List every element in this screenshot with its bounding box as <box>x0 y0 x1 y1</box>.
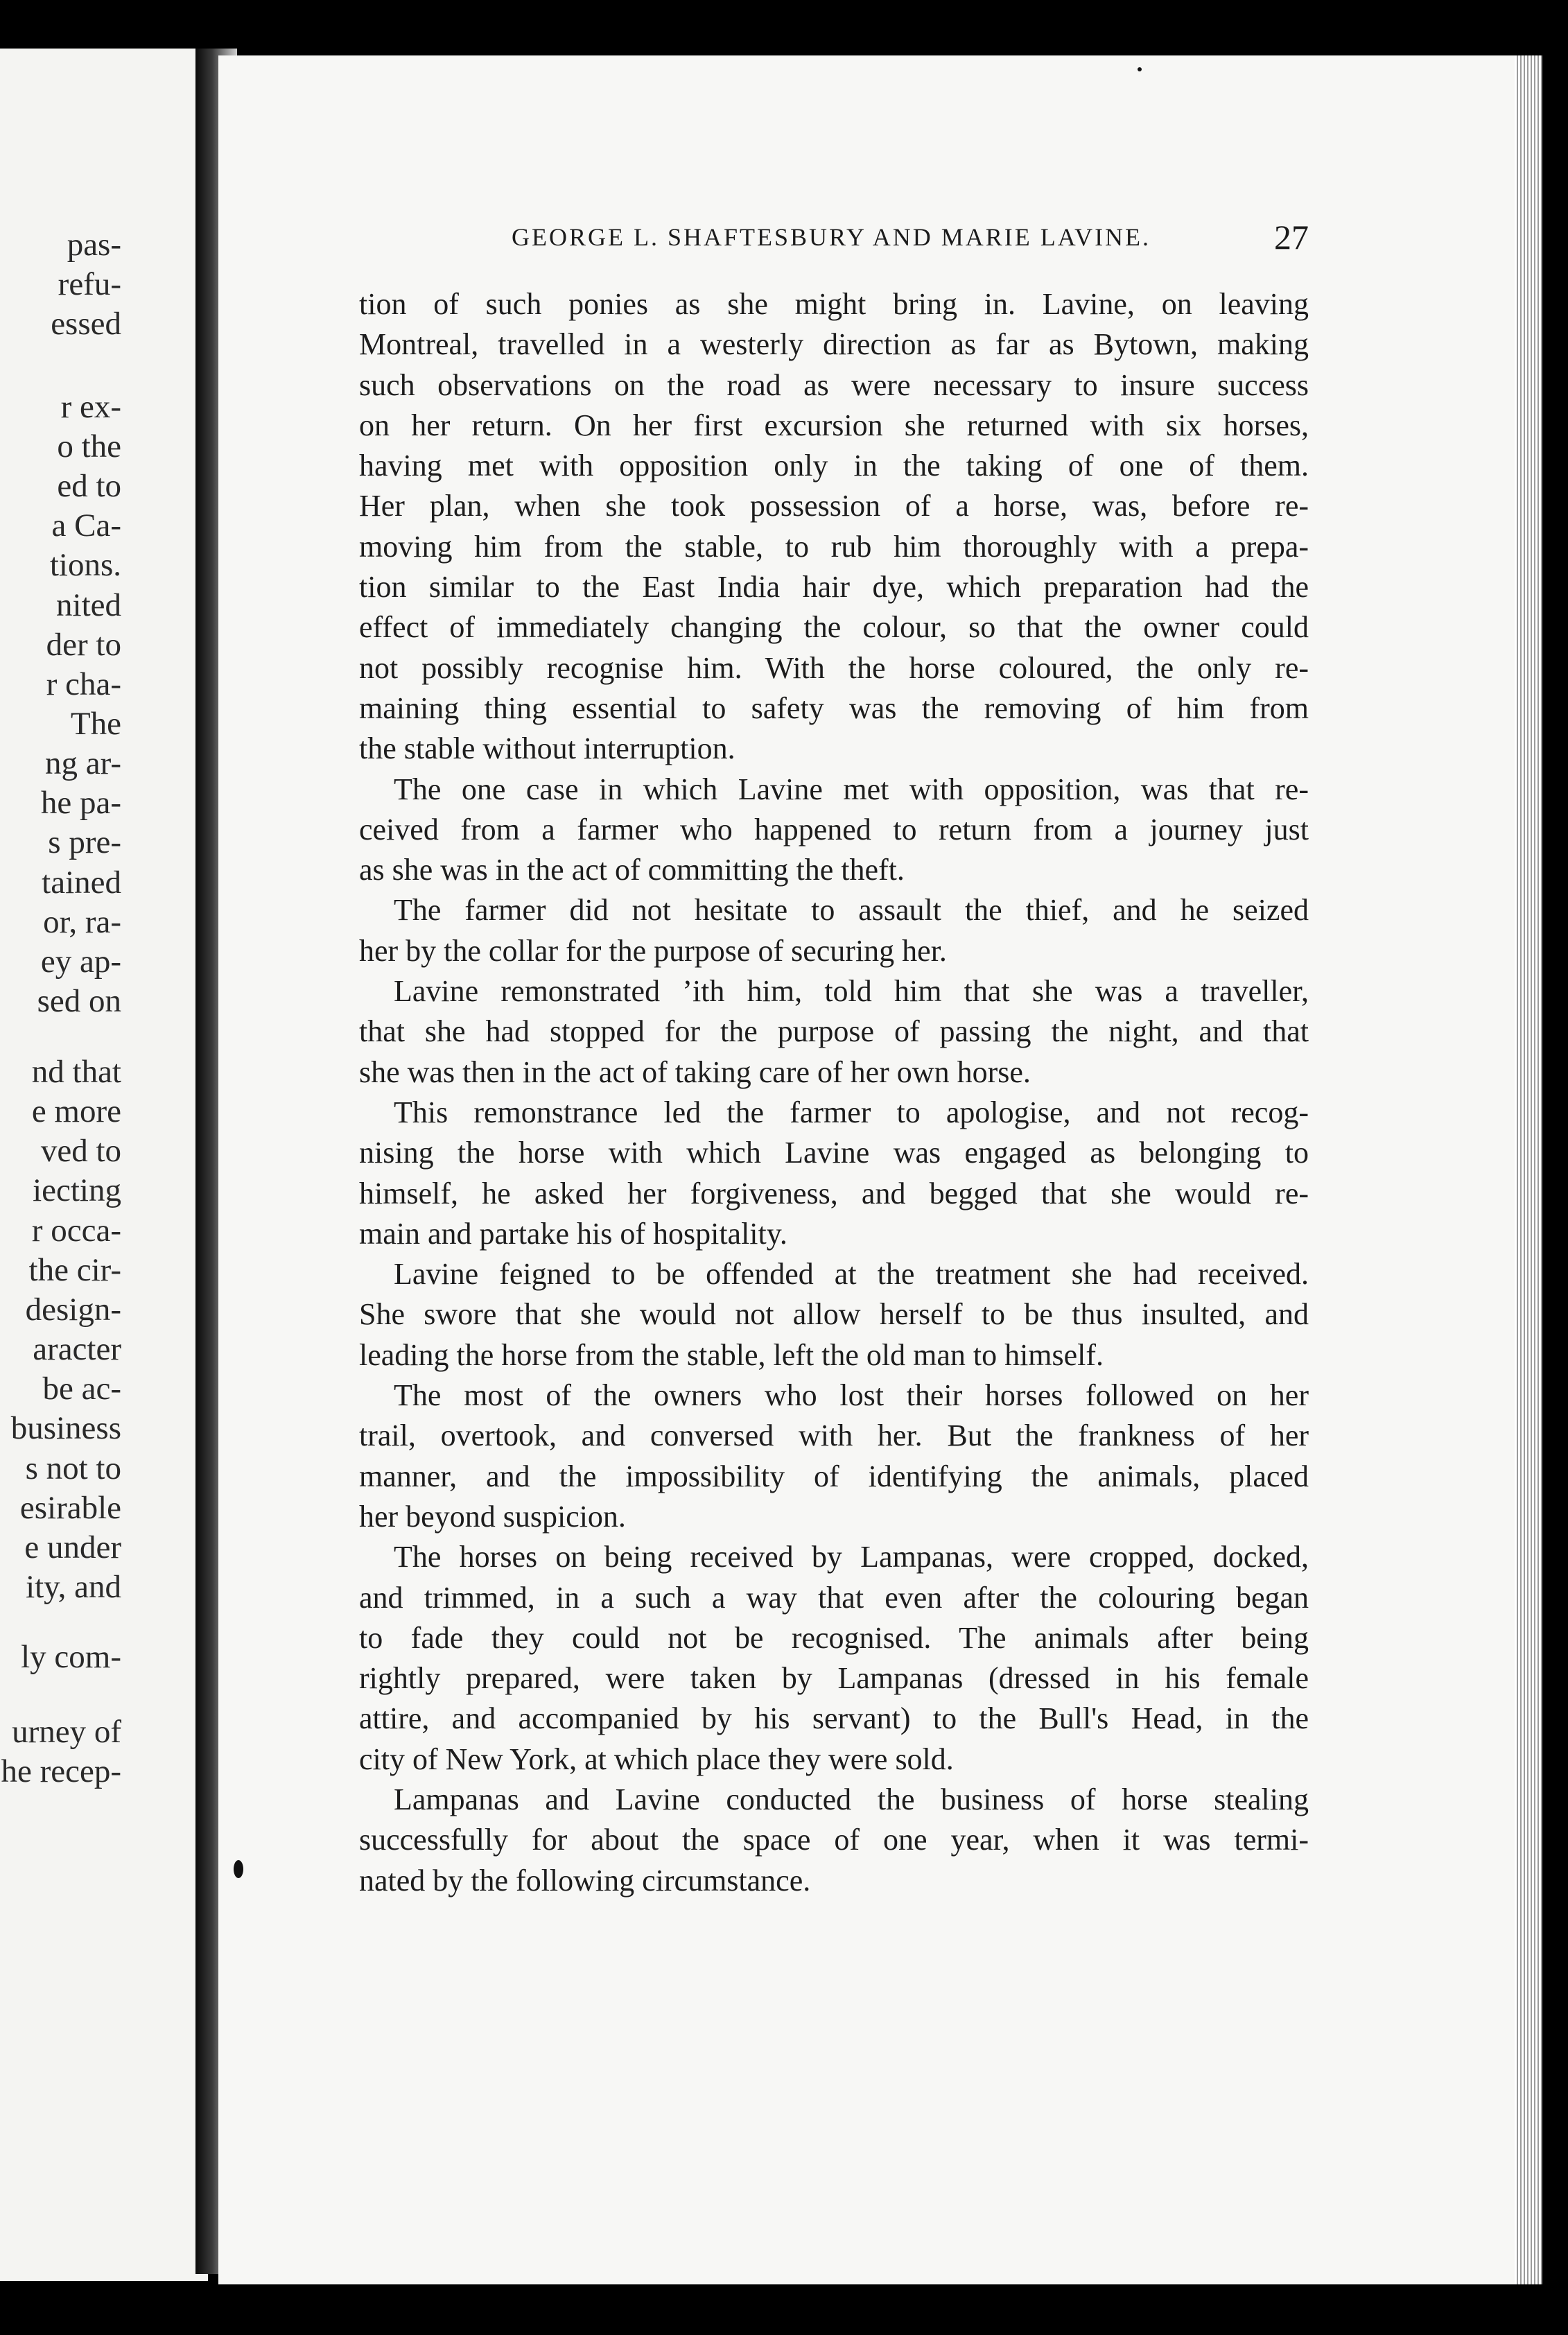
text-line: not possibly recognise him. With the horse coloured, the only re- <box>359 650 1309 685</box>
text-line: effect of immediately changing the colour, so that the owner could <box>359 610 1309 645</box>
left-page-fragment: sed on <box>37 983 121 1019</box>
paragraph <box>359 1537 1309 1780</box>
left-page-fragment: o the <box>57 428 121 465</box>
text-line: city of New York, at which place they were sold. <box>359 1742 954 1776</box>
left-page-fragment: ved to <box>40 1133 121 1169</box>
text-line: The most of the owners who lost their horses followed on her <box>394 1378 1309 1413</box>
left-page-fragment: a Ca- <box>51 507 121 544</box>
left-page-fragment: tained <box>42 865 121 901</box>
text-line: nising the horse with which Lavine was engaged as belonging to <box>359 1136 1309 1170</box>
text-line: tion of such ponies as she might bring in. Lavine, on leaving <box>359 287 1309 321</box>
left-page-fragment: ng ar- <box>45 745 121 781</box>
left-page-fragment: r cha- <box>46 666 121 702</box>
text-line: on her return. On her first excursion she returned with six horses, <box>359 408 1309 442</box>
paragraph <box>359 1780 1309 1901</box>
text-line: She swore that she would not allow herself to be thus insulted, and <box>359 1297 1309 1332</box>
text-line: main and partake his of hospitality. <box>359 1216 787 1251</box>
text-line: that she had stopped for the purpose of passing the night, and that <box>359 1014 1309 1049</box>
text-line: tion similar to the East India hair dye, which preparation had the <box>359 570 1309 605</box>
left-page-fragment: ed to <box>57 468 121 504</box>
text-line: maining thing essential to safety was the removing of him from <box>359 691 1309 725</box>
left-page-fragment: aracter <box>33 1331 121 1367</box>
text-line: trail, overtook, and conversed with her. But the frankness of her <box>359 1418 1309 1453</box>
left-page-fragment: he pa- <box>40 785 121 821</box>
left-page-fragment: s pre- <box>48 824 121 860</box>
text-line: Lampanas and Lavine conducted the business of horse stealing <box>394 1782 1309 1816</box>
page-edge <box>1515 55 1542 2284</box>
left-page-fragment: e under <box>24 1529 121 1565</box>
left-page-fragment: esirable <box>19 1490 121 1526</box>
text-line: Montreal, travelled in a westerly direction as far as Bytown, making <box>359 327 1309 362</box>
text-line: This remonstrance led the farmer to apologise, and not recog- <box>394 1095 1309 1129</box>
text-line: the stable without interruption. <box>359 731 735 766</box>
text-line: and trimmed, in a such a way that even after the colouring began <box>359 1580 1309 1615</box>
ink-dot <box>1138 67 1142 71</box>
paragraph <box>359 1254 1309 1375</box>
text-line: manner, and the impossibility of identifying the animals, placed <box>359 1459 1309 1493</box>
left-page-fragment: r occa- <box>31 1213 121 1249</box>
left-page-fragment: nd that <box>31 1054 121 1090</box>
text-line: Lavine remonstrated ʼith him, told him that she was a traveller, <box>394 974 1309 1009</box>
left-page-fragment: pas- <box>67 227 121 263</box>
left-page-fragment: The <box>70 706 121 742</box>
text-line: attire, and accompanied by his servant) to the Bull's Head, in the <box>359 1701 1309 1736</box>
left-page-fragment: tions. <box>49 547 121 583</box>
left-page <box>0 49 208 2281</box>
left-page-fragment: be ac- <box>42 1371 121 1407</box>
paragraph <box>359 770 1309 891</box>
paragraph <box>359 890 1309 971</box>
left-page-fragment: refu- <box>58 266 121 302</box>
text-line: successfully for about the space of one year, when it was termi- <box>359 1823 1309 1857</box>
left-page-fragment: business <box>10 1410 121 1446</box>
left-page-fragment: he recep- <box>1 1753 121 1789</box>
page-number: 27 <box>1274 218 1309 257</box>
left-page-fragment: nited <box>56 587 121 623</box>
text-line: himself, he asked her forgiveness, and begged that she would re- <box>359 1176 1309 1210</box>
paragraph <box>359 1375 1309 1537</box>
text-line: her beyond suspicion. <box>359 1499 626 1534</box>
text-line: to fade they could not be recognised. The animals after being <box>359 1620 1309 1655</box>
text-line: The farmer did not hesitate to assault the thief, and he seized <box>394 893 1309 928</box>
text-line: such observations on the road as were necessary to insure success <box>359 367 1309 402</box>
left-page-fragment: s not to <box>25 1450 121 1486</box>
text-line: leading the horse from the stable, left the old man to himself. <box>359 1337 1104 1372</box>
running-head: GEORGE L. SHAFTESBURY AND MARIE LAVINE. <box>512 223 1151 251</box>
left-page-fragment: design- <box>25 1292 121 1328</box>
text-line: having met with opposition only in the taking of one of them. <box>359 449 1309 483</box>
text-line: The horses on being received by Lampanas, were cropped, docked, <box>394 1540 1309 1574</box>
paragraph <box>359 1093 1309 1254</box>
text-line: she was then in the act of taking care of her own horse. <box>359 1054 1031 1089</box>
body-text <box>359 284 1309 1901</box>
paragraph <box>359 971 1309 1093</box>
text-line: Her plan, when she took possession of a horse, was, before re- <box>359 489 1309 523</box>
left-page-fragment: e more <box>31 1093 121 1129</box>
left-page-fragment: ity, and <box>26 1569 121 1605</box>
text-line: moving him from the stable, to rub him thoroughly with a prepa- <box>359 529 1309 564</box>
left-page-fragment: or, ra- <box>43 904 121 940</box>
left-page-fragment: iecting <box>33 1172 121 1208</box>
page-header <box>512 217 1309 259</box>
left-page-fragment: the cir- <box>28 1252 121 1288</box>
text-line: nated by the following circumstance. <box>359 1863 811 1898</box>
left-page-fragment: der to <box>46 627 121 663</box>
left-page-fragment: urney of <box>12 1714 121 1750</box>
text-line: her by the collar for the purpose of securing her. <box>359 933 947 968</box>
left-page-fragment: ey ap- <box>40 944 121 980</box>
text-line: The one case in which Lavine met with opposition, was that re- <box>394 772 1309 806</box>
text-line: as she was in the act of committing the theft. <box>359 853 905 887</box>
left-page-fragment: ly com- <box>21 1639 121 1675</box>
ink-spot <box>234 1860 243 1878</box>
left-page-fragment: r ex- <box>60 389 121 425</box>
text-line: Lavine feigned to be offended at the treatment she had received. <box>394 1257 1309 1292</box>
text-line: rightly prepared, were taken by Lampanas (dressed in his female <box>359 1661 1309 1696</box>
text-line: ceived from a farmer who happened to return from a journey just <box>359 812 1309 847</box>
left-page-fragment: essed <box>51 306 121 342</box>
paragraph <box>359 284 1309 770</box>
